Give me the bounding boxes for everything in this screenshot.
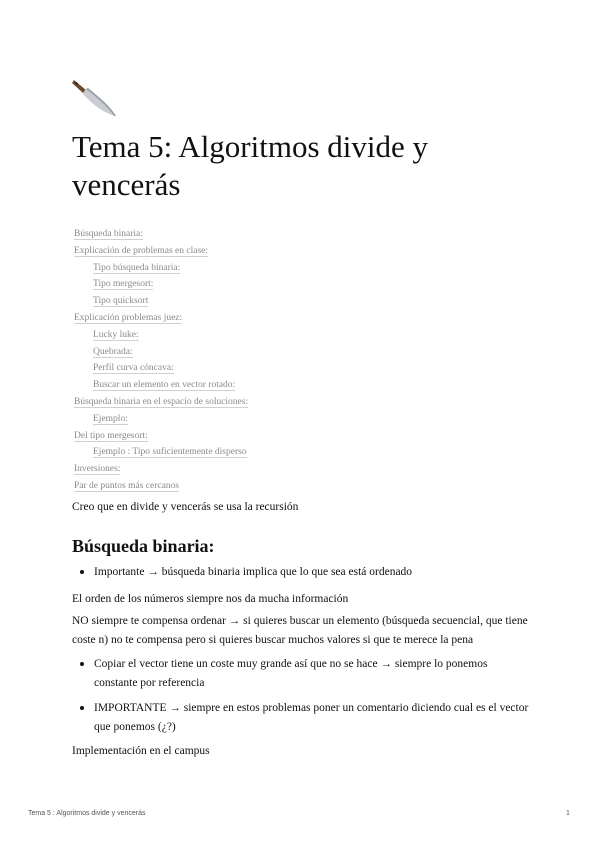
footer-title: Tema 5 : Algoritmos divide y vencerás — [28, 810, 146, 817]
kitchen-knife-icon — [72, 76, 118, 118]
toc-item[interactable]: Explicación de problemas en clase: — [74, 245, 209, 256]
toc-item[interactable]: Perfil curva cóncava: — [93, 363, 174, 374]
page-title: Tema 5: Algoritmos divide y vencerás — [72, 129, 429, 202]
toc-item[interactable]: Tipo búsqueda binaria: — [93, 262, 181, 273]
toc-item[interactable]: Buscar un elemento en vector rotado: — [93, 380, 236, 391]
toc-item[interactable]: Del tipo mergesort: — [74, 430, 148, 441]
bullet-list — [72, 699, 532, 737]
toc-item[interactable]: Lucky luke: — [93, 329, 139, 340]
intro-paragraph: Creo que en divide y vencerás se usa la recursión — [72, 501, 299, 513]
toc-item[interactable]: Búsqueda binaria en el espacio de soluciones: — [74, 396, 249, 407]
list-item: Importante → búsqueda binaria implica que lo que sea está ordenado — [72, 563, 532, 582]
paragraph: Implementación en el campus — [72, 745, 210, 757]
toc-item[interactable]: Tipo mergesort: — [93, 279, 154, 290]
toc-item[interactable]: Ejemplo : Tipo suficientemente disperso — [93, 447, 247, 458]
page-number: 1 — [566, 810, 570, 817]
toc-item[interactable]: Ejemplo: — [93, 413, 128, 424]
list-item: IMPORTANTE → siempre en estos problemas poner un comentario diciendo cual es el vector que ponemos (¿?) — [72, 699, 532, 737]
toc-item[interactable]: Inversiones: — [74, 464, 121, 475]
section-heading: Búsqueda binaria: — [72, 536, 215, 556]
toc-item[interactable]: Par de puntos más cercanos — [74, 480, 179, 491]
list-item: Copiar el vector tiene un coste muy grande así que no se hace → siempre lo ponemos constante por referencia — [72, 655, 532, 693]
toc-item[interactable]: Quebrada: — [93, 346, 133, 357]
toc-item[interactable]: Búsqueda binaria: — [74, 229, 143, 239]
toc-item[interactable]: Tipo quicksort — [93, 296, 149, 307]
table-of-contents — [74, 226, 524, 495]
toc-item[interactable]: Explicación problemas juez: — [74, 312, 183, 323]
bullet-list — [72, 655, 532, 693]
paragraph: El orden de los números siempre nos da mucha información — [72, 593, 349, 605]
bullet-list — [72, 563, 532, 582]
paragraph: NO siempre te compensa ordenar → si quieres buscar un elemento (búsqueda secuencial, que tiene coste n) no te compensa pero si quieres buscar muchos valores si que te merece la pena — [72, 615, 528, 646]
